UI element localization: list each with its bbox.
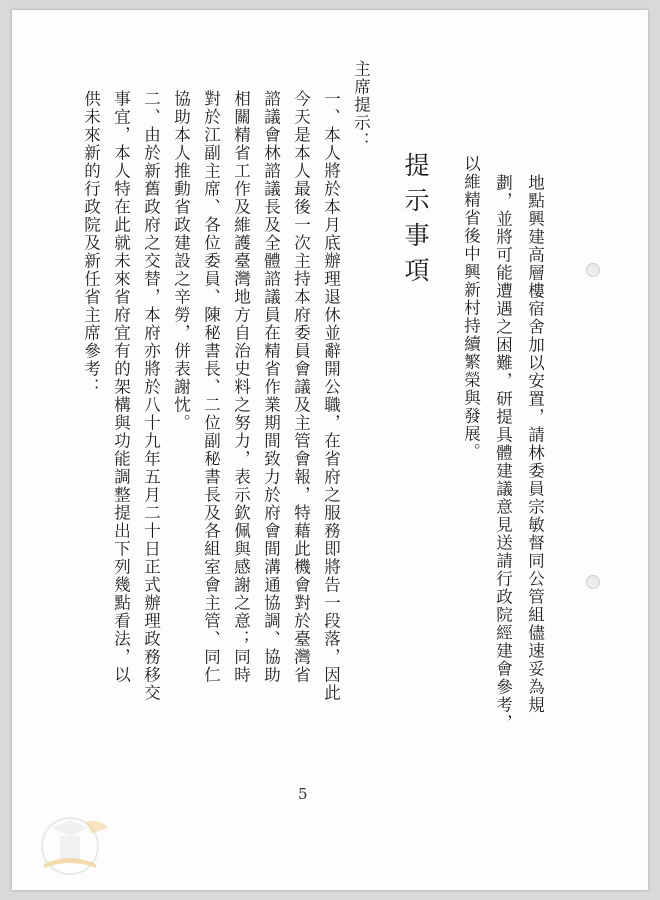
punch-hole-bottom [586, 575, 600, 589]
punch-hole-top [586, 263, 600, 277]
text-column: 以維精省後中興新村持續繁榮與發展。 [461, 155, 481, 461]
archive-logo-icon [30, 808, 120, 878]
text-column: 對於江副主席、各位委員、陳秘書長、二位副秘書長及各組室會主管、同仁 [201, 90, 221, 684]
text-column: 供未來新的行政院及新任省主席參考： [81, 90, 101, 396]
text-column: 協助本人推動省政建設之辛勞，併表謝忱。 [171, 90, 191, 432]
text-column: 諮議會林諮議長及全體諮議員在精省作業期間致力於府會間溝通協調、協助 [261, 90, 281, 684]
document-page [12, 10, 648, 890]
text-column: 劃，並將可能遭遇之困難，研提具體建議意見送請行政院經建會參考， [493, 174, 513, 732]
text-column: 事宜，本人特在此就未來省府宜有的架構與功能調整提出下列幾點看法，以 [111, 90, 131, 684]
text-column: 相關精省工作及維護臺灣地方自治史料之努力，表示欽佩與感謝之意；同時 [231, 90, 251, 684]
text-column: 一、本人將於本月底辦理退休並辭開公職，在省府之服務即將告一段落，因此 [321, 90, 341, 702]
page-heading: 提示事項 [401, 152, 430, 292]
text-column: 二、由於新舊政府之交替，本府亦將於八十九年五月二十日正式辦理政務移交 [141, 90, 161, 702]
text-column: 地點興建高層樓宿舍加以安置，請林委員宗敏督同公管組儘速妥為規 [525, 174, 545, 714]
section-label: 主席提示： [351, 60, 371, 150]
text-column: 今天是本人最後一次主持本府委員會議及主管會報，特藉此機會對於臺灣省 [291, 90, 311, 684]
page-number: 5 [298, 785, 308, 803]
